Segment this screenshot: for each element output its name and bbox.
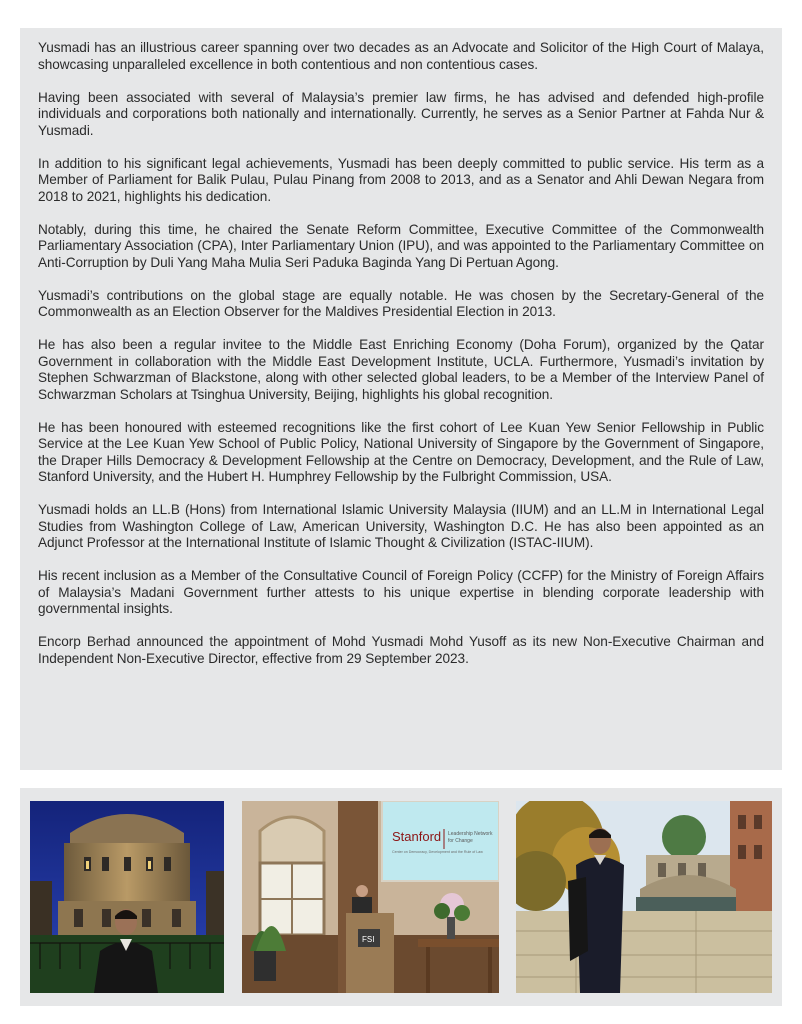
screen-caption: Center on Democracy, Development and the Rule of Law — [392, 850, 483, 854]
bio-paragraph: Encorp Berhad announced the appointment of Mohd Yusmadi Mohd Yusoff as its new Non-Executive Chairman and Independent Non-Executive Director, effective from 29 September 2023. — [38, 634, 764, 666]
screen-caption: for Change — [448, 838, 473, 844]
screen-caption: Leadership Network — [448, 831, 493, 837]
bio-paragraph: Yusmadi’s contributions on the global stage are equally notable. He was chosen by the Secretary-General of the Commonwealth as an Election Observer for the Maldives Presidential Election in 2013. — [38, 287, 764, 319]
bio-paragraph: Yusmadi holds an LL.B (Hons) from International Islamic University Malaysia (IIUM) and an LL.M in International Legal Studies from Washington College of Law, American University, Washington D.C. He has also been appointed as an Adjunct Professor at the International Institute of Islamic Thought & Civilization (ISTAC-IIUM). — [38, 502, 764, 550]
bio-paragraph: Having been associated with several of Malaysia’s premier law firms, he has advised and defended high-profile individuals and corporations both nationally and internationally. Currently, he serves as a Senior Partner at Fahda Nur & Yusmadi. — [38, 89, 764, 138]
bio-paragraph: Notably, during this time, he chaired the Senate Reform Committee, Executive Committee of the Commonwealth Parliamentary Association (CPA), Inter Parliamentary Union (IPU), and was appointed to the Parliamentary Committee on Anti-Corruption by Duli Yang Maha Mulia Seri Paduka Baginda Yang Di Pertuan Agong. — [38, 221, 764, 270]
bio-paragraph: Yusmadi has an illustrious career spanning over two decades as an Advocate and Solicitor of the High Court of Malaya, showcasing unparalleled excellence in both contentious and non contentious cases. — [38, 40, 764, 72]
photo-stanford-lecture — [242, 801, 499, 993]
bio-paragraph: In addition to his significant legal achievements, Yusmadi has been deeply committed to public service. His term as a Member of Parliament for Balik Pulau, Pulau Pinang from 2008 to 2013, and as a Senator and Ahli Dewan Negara from 2018 to 2021, highlights his dedication. — [38, 155, 764, 204]
photo-strip — [20, 788, 782, 1006]
biography-panel — [20, 28, 782, 770]
bio-paragraph: He has also been a regular invitee to the Middle East Enriching Economy (Doha Forum), organized by the Qatar Government in collaboration with the Middle East Development Institute, UCLA. Furthermore, Yusmadi’s invitation by Stephen Schwarzman of Blackstone, along with other selected global leaders, to be a Member of the Interview Panel of Schwarzman Scholars at Tsinghua University, Beijing, highlights his global recognition. — [38, 337, 764, 402]
podium-sign: FSI — [362, 935, 375, 944]
stanford-logo: Stanford — [392, 829, 442, 844]
photo-bridge-autumn — [516, 801, 772, 993]
photo-rotunda-night — [30, 801, 224, 993]
bio-paragraph: He has been honoured with esteemed recognitions like the first cohort of Lee Kuan Yew Senior Fellowship in Public Service at the Lee Kuan Yew School of Public Policy, National University of Singapore by the Government of Singapore, the Draper Hills Democracy & Development Fellowship at the Centre on Democracy, Development, and the Rule of Law, Stanford University, and the Hubert H. Humphrey Fellowship by the Fulbright Commission, USA. — [38, 419, 764, 484]
bio-paragraph: His recent inclusion as a Member of the Consultative Council of Foreign Policy (CCFP) for the Ministry of Foreign Affairs of Malaysia’s Madani Government further attests to his unique expertise in blending corporate leadership with governmental insights. — [38, 568, 764, 616]
